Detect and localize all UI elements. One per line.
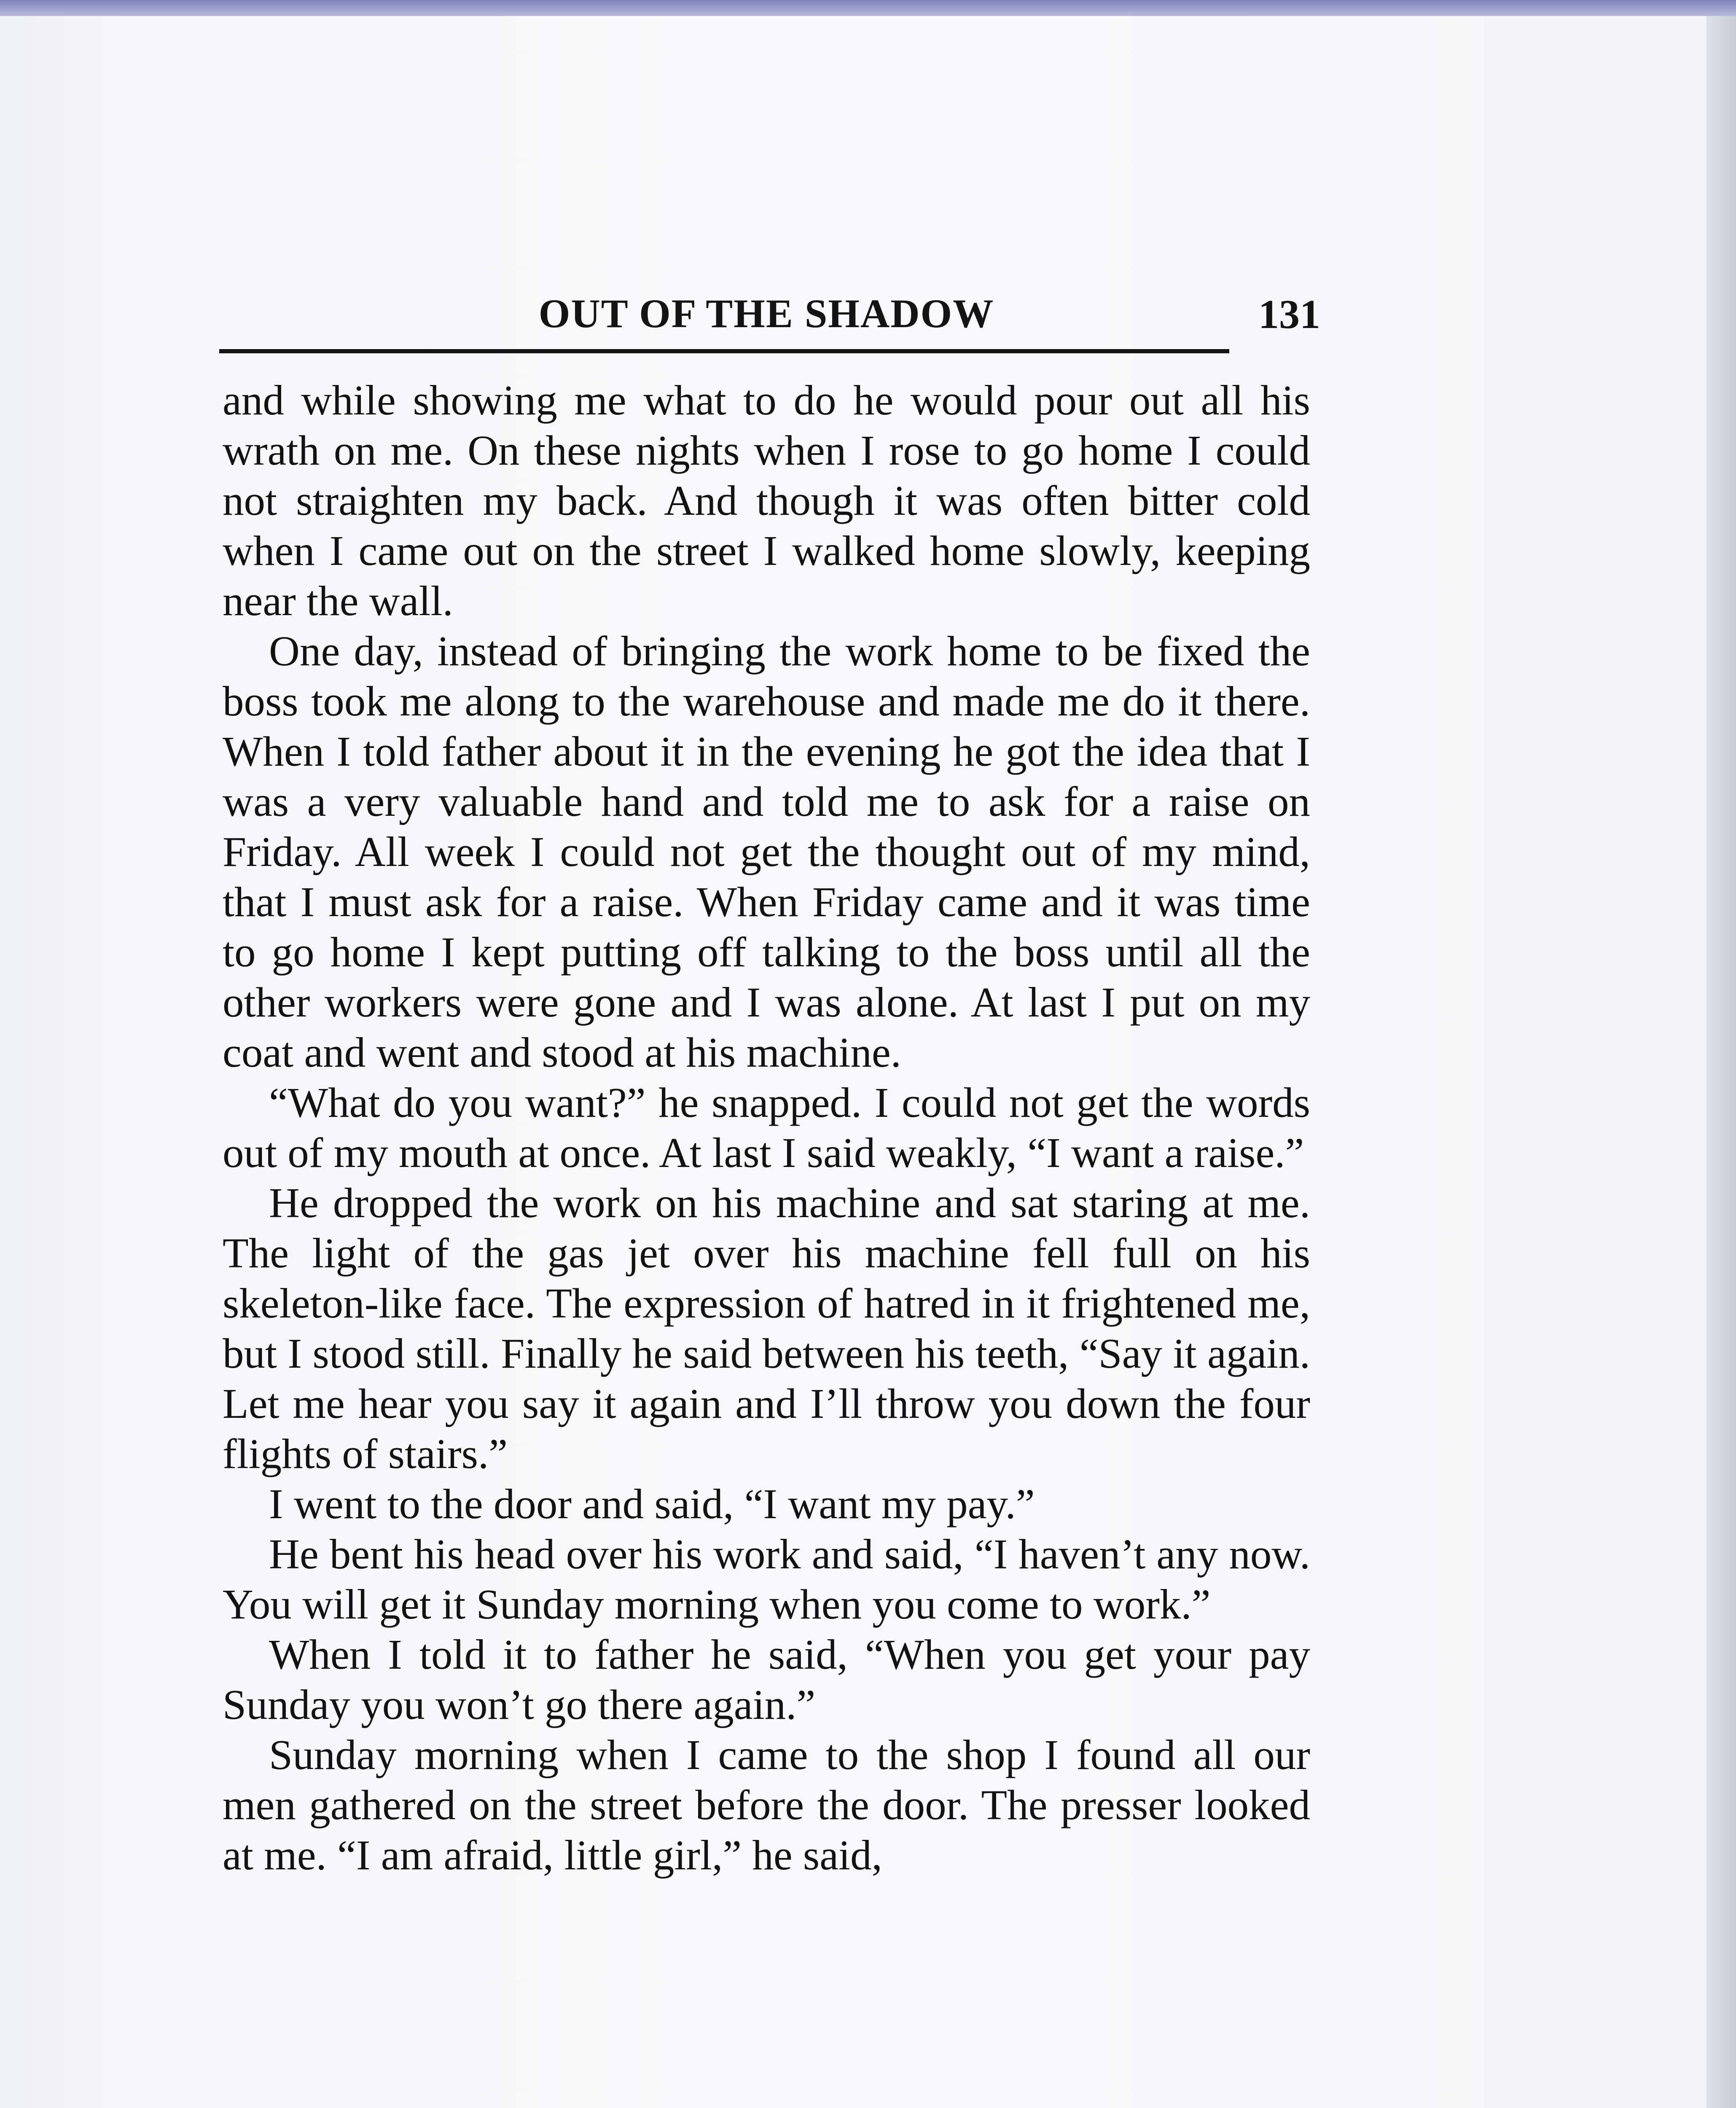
scan-top-band (0, 0, 1736, 16)
paragraph: When I told it to father he said, “When you get your pay Sunday you won’t go there again.” (223, 1631, 1310, 1728)
header-rule (219, 349, 1229, 353)
page-edge (1706, 16, 1736, 2108)
paragraph: He dropped the work on his machine and sat staring at me. The light of the gas jet over his machine fell full on his skeleton-like face. The expression of hatred in it frightened me, but I stood still. Finally he said between his teeth, “Say it again. Let me hear you say it again and I’ll throw you down the four flights of stairs.” (223, 1179, 1310, 1477)
paragraph: He bent his head over his work and said, “I haven’t any now. You will get it Sunday morning when you come to work.” (223, 1530, 1310, 1628)
paragraph: and while showing me what to do he would pour out all his wrath on me. On these nights when I rose to go home I could not straighten my back. And though it was often bitter cold when I came out on the street I walked home slowly, keeping near the wall. (223, 376, 1310, 624)
paragraph: One day, instead of bringing the work home to be fixed the boss took me along to the warehouse and made me do it there. When I told father about it in the evening he got the idea that I was a very valuable hand and told me to ask for a raise on Friday. All week I could not get the thought out of my mind, that I must ask for a raise. When Friday came and it was time to go home I kept putting off talking to the boss until all the other workers were gone and I was alone. At last I put on my coat and went and stood at his machine. (223, 627, 1310, 1076)
paragraph: Sunday morning when I came to the shop I found all our men gathered on the street before the door. The presser looked at me. “I am afraid, little girl,” he said, (223, 1731, 1310, 1879)
running-title: OUT OF THE SHADOW (538, 291, 994, 336)
body-text (223, 375, 1310, 1880)
page-number: 131 (1258, 292, 1320, 337)
paragraph: I went to the door and said, “I want my pay.” (269, 1480, 1035, 1527)
page-header (223, 278, 1320, 341)
paragraph: “What do you want?” he snapped. I could not get the words out of my mouth at once. At last I said weakly, “I want a raise.” (223, 1079, 1310, 1176)
